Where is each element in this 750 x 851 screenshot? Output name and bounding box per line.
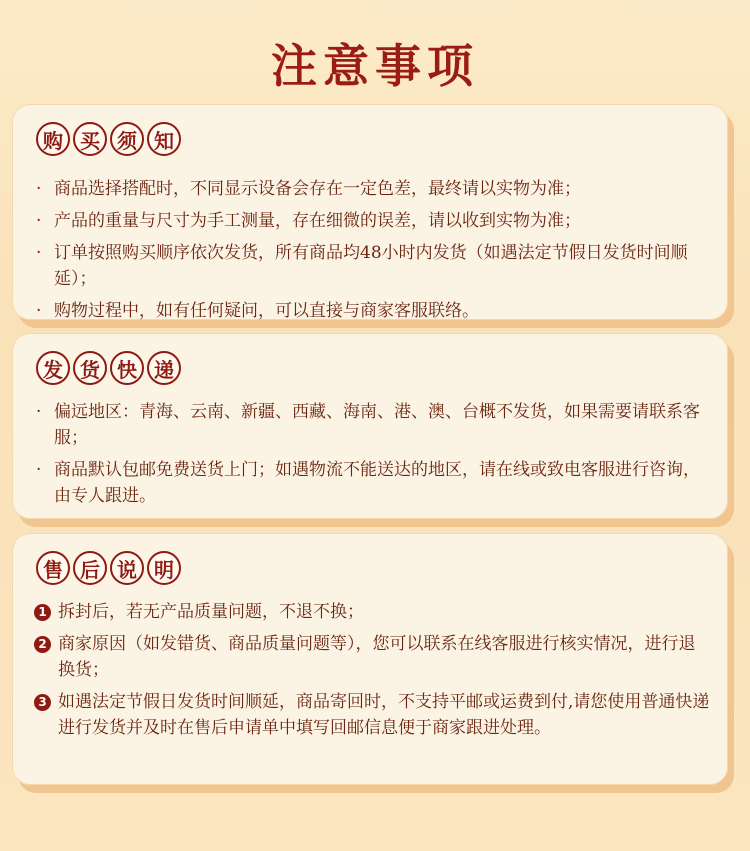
number-badge: 1: [34, 604, 51, 621]
bullet-mark: ·: [36, 179, 42, 199]
list-item: · 偏远地区：青海、云南、新疆、西藏、海南、港、澳、台概不发货，如果需要请联系客服；: [34, 399, 710, 451]
notice-list: [34, 176, 710, 330]
number-badge: 2: [34, 636, 51, 653]
shipping-card: [12, 333, 728, 519]
section-heading: [36, 551, 181, 585]
heading-char: 后: [73, 551, 107, 585]
list-item: · 产品的重量与尺寸为手工测量，存在细微的误差，请以收到实物为准；: [34, 208, 710, 234]
list-item: · 购物过程中，如有任何疑问，可以直接与商家客服联络。: [34, 298, 710, 324]
list-item: · 商品选择搭配时，不同显示设备会存在一定色差，最终请以实物为准；: [34, 176, 710, 202]
number-badge: 3: [34, 694, 51, 711]
page-title: 注意事项: [271, 39, 479, 93]
section-heading: [36, 122, 181, 156]
heading-char: 须: [110, 122, 144, 156]
heading-char: 说: [110, 551, 144, 585]
bullet-mark: ·: [36, 460, 42, 480]
heading-char: 售: [36, 551, 70, 585]
after-sales-card: [12, 533, 728, 785]
heading-char: 明: [147, 551, 181, 585]
section-heading: [36, 351, 181, 385]
bullet-mark: ·: [36, 301, 42, 321]
bullet-mark: ·: [36, 243, 42, 263]
purchase-notice-card: [12, 104, 728, 320]
heading-char: 快: [110, 351, 144, 385]
heading-char: 发: [36, 351, 70, 385]
shipping-list: [34, 399, 710, 515]
heading-char: 购: [36, 122, 70, 156]
bullet-mark: ·: [36, 402, 42, 422]
list-item: · 订单按照购买顺序依次发货，所有商品均48小时内发货（如遇法定节假日发货时间顺延）；: [34, 240, 710, 292]
list-item: · 商品默认包邮免费送货上门；如遇物流不能送达的地区，请在线或致电客服进行咨询，由专人跟进。: [34, 457, 710, 509]
heading-char: 买: [73, 122, 107, 156]
heading-char: 递: [147, 351, 181, 385]
list-item: 2 商家原因（如发错货、商品质量问题等），您可以联系在线客服进行核实情况，进行退换货；: [34, 631, 710, 683]
bullet-mark: ·: [36, 211, 42, 231]
list-item: 1 拆封后，若无产品质量问题，不退不换；: [34, 599, 710, 625]
list-item: 3 如遇法定节假日发货时间顺延，商品寄回时，不支持平邮或运费到付,请您使用普通快递进行发货并及时在售后申请单中填写回邮信息便于商家跟进处理。: [34, 689, 710, 741]
heading-char: 货: [73, 351, 107, 385]
after-sales-list: [34, 599, 710, 747]
heading-char: 知: [147, 122, 181, 156]
